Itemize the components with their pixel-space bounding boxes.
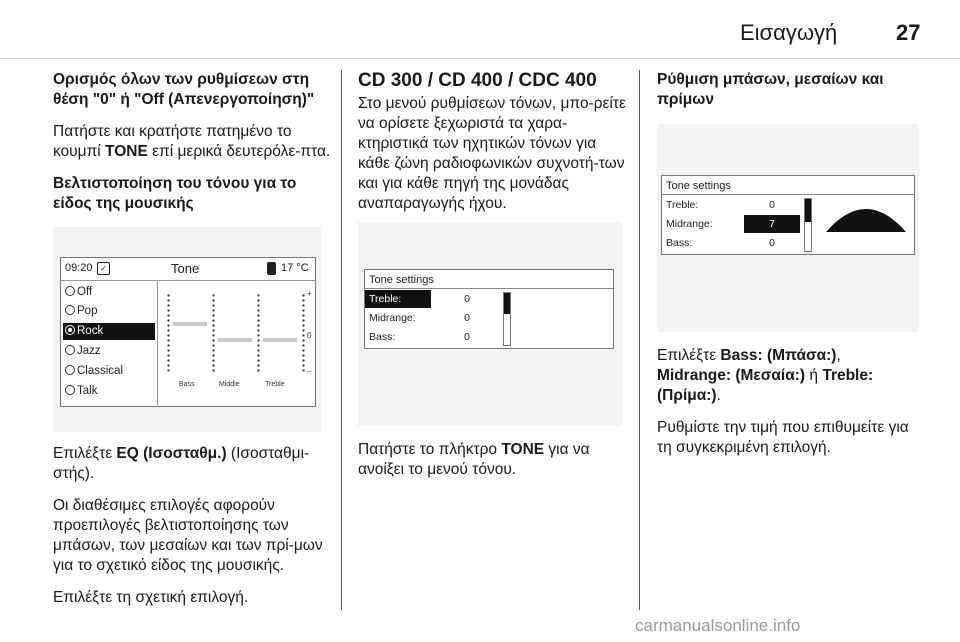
eq-scale-dots [302, 293, 305, 373]
preset-label: Classical [77, 365, 124, 377]
scale-mark-plus: + [307, 289, 312, 298]
text: Πατήστε το πλήκτρο [358, 441, 502, 458]
paragraph-select-eq [53, 444, 333, 484]
option-treble: Treble: (Πρίμα:) [657, 367, 874, 404]
page-header-title: Εισαγωγή [740, 20, 838, 45]
tone-settings-screen-a [364, 269, 614, 349]
paragraph-available-options: Οι διαθέσιμες επιλογές αφορούν προεπιλογές βελτιστοποίησης των μπάσων, των μεσαίων και των πρί-μων για το σχετικό είδος της μουσικής. [53, 497, 323, 574]
scale-mark-minus: – [307, 367, 312, 376]
page-number: 27 [896, 20, 921, 45]
setting-label: Treble: [666, 199, 699, 211]
column-divider-2 [639, 70, 640, 610]
eq-level-treble [263, 338, 297, 342]
setting-value: 0 [769, 237, 775, 249]
setting-label: Bass: [369, 331, 396, 343]
clock-check-icon: ✓ [97, 262, 110, 275]
eq-scale-dots [167, 293, 170, 373]
radio-icon [65, 385, 75, 395]
radio-icon [65, 365, 75, 375]
setting-label: Bass: [666, 237, 693, 249]
temperature: 17 °C [281, 262, 309, 274]
preset-label: Off [77, 286, 93, 298]
left-column [53, 70, 333, 226]
preset-jazz[interactable] [63, 343, 155, 360]
option-bass: Bass: (Μπάσα:) [720, 347, 837, 364]
preset-label: Pop [77, 305, 98, 317]
radio-selected-icon [65, 325, 75, 335]
text: Επιλέξτε [657, 347, 721, 364]
setting-row-bass[interactable] [662, 234, 792, 252]
menu-eq: EQ (Ισοσταθμ.) [116, 445, 227, 462]
level-fill [805, 199, 811, 222]
preset-classical[interactable] [63, 363, 155, 380]
middle-column [358, 70, 630, 226]
paragraph-select-option: Επιλέξτε τη σχετική επιλογή. [53, 589, 249, 606]
setting-value: 0 [769, 199, 775, 211]
heading-optimize-tone: Βελτιστοποίηση του τόνου για το είδος της μουσικής [53, 175, 297, 212]
radio-icon [65, 286, 75, 296]
watermark: carmanualsonline.info [635, 616, 801, 635]
setting-row-treble[interactable] [662, 196, 792, 214]
text: Επιλέξτε [53, 445, 117, 462]
text: ή [805, 367, 823, 384]
tone-settings-screen-b [661, 175, 915, 255]
setting-label: Midrange: [369, 312, 416, 324]
level-fill [504, 293, 510, 314]
eq-label-treble: Treble [265, 381, 285, 388]
text: επί μερικά δευτερόλε-πτα. [147, 143, 331, 160]
header-rule [0, 58, 960, 59]
setting-row-bass[interactable] [365, 328, 495, 346]
setting-value-treble [457, 290, 477, 308]
eq-label-middle: Middle [219, 381, 240, 388]
left-column-lower [53, 444, 333, 620]
tone-settings-title: Tone settings [369, 274, 434, 286]
preset-off[interactable] [63, 284, 155, 301]
setting-value: 0 [464, 312, 470, 324]
treble-level-bar [503, 292, 511, 346]
thermometer-icon [267, 262, 276, 275]
setting-value-midrange-selected[interactable] [744, 215, 800, 233]
text: . [716, 387, 721, 404]
setting-row-treble[interactable] [365, 290, 431, 308]
preset-label: Jazz [77, 345, 101, 357]
equalizer-display [159, 281, 315, 407]
heading-reset-settings: Ορισμός όλων των ρυθμίσεων στη θέση "0" ή "Off (Απενεργοποίηση)" [53, 71, 315, 108]
text: για να ανοίξει το μενού τόνου. [358, 441, 590, 478]
tone-settings-figure-a [358, 222, 622, 426]
setting-value: 0 [464, 331, 470, 343]
eq-level-bass [173, 322, 207, 326]
eq-scale-dots [212, 293, 215, 373]
tone-screen-title: Tone [171, 261, 200, 276]
paragraph-adjust-value: Ρυθμίστε την τιμή που επιθυμείτε για τη συγκεκριμένη επιλογή. [657, 419, 909, 456]
setting-value: 0 [464, 293, 470, 305]
middle-column-lower [358, 440, 630, 492]
setting-label: Midrange: [666, 218, 713, 230]
key-tone: TONE [105, 143, 148, 160]
preset-talk[interactable] [63, 383, 155, 400]
midrange-level-bar [804, 198, 812, 252]
eq-preset-list [61, 281, 158, 407]
paragraph-press-tone-key [358, 440, 630, 480]
preset-pop[interactable] [63, 303, 155, 320]
tone-screen-header [61, 258, 315, 281]
option-midrange: Midrange: (Μεσαία:) [657, 367, 806, 384]
radio-icon [65, 345, 75, 355]
paragraph-tone-menu: Στο μενού ρυθμίσεων τόνων, μπο-ρείτε να ορίσετε ξεχωριστά τα χαρα-κτηριστικά των ηχητικών τόνων για κάθε ζώνη ραδιοφωνικών συχνοτή-των και για κάθε πηγή της μονάδας αναπαραγωγής ήχου. [358, 95, 626, 212]
key-tone: TONE [501, 441, 545, 458]
setting-label: Treble: [369, 293, 402, 305]
preset-label: Talk [77, 385, 98, 397]
frequency-curve [822, 192, 910, 232]
eq-scale-dots [257, 293, 260, 373]
column-divider-1 [341, 70, 342, 610]
eq-level-middle [218, 338, 252, 342]
frequency-curve-shape [826, 209, 906, 232]
scale-mark-zero: 0 [307, 331, 312, 340]
tone-settings-title: Tone settings [666, 180, 731, 192]
divider [365, 288, 613, 289]
setting-row-midrange[interactable] [662, 215, 744, 233]
heading-cd-models: CD 300 / CD 400 / CDC 400 [358, 70, 597, 91]
clock-time: 09:20 [65, 262, 93, 274]
radio-icon [65, 305, 75, 315]
paragraph-select-setting [657, 346, 919, 406]
text: Πατήστε και κρατήστε πατημένο το κουμπί [53, 123, 292, 160]
right-column-lower [657, 346, 919, 470]
setting-value: 7 [769, 218, 775, 230]
tone-screen-figure [53, 227, 321, 432]
text: , [836, 347, 841, 364]
tone-settings-figure-b [657, 124, 919, 332]
text: (Ισοσταθμι-στής). [53, 445, 310, 482]
tone-screen [60, 257, 316, 407]
paragraph-press-tone [53, 122, 333, 162]
right-column [657, 70, 919, 122]
eq-label-bass: Bass [179, 381, 195, 388]
preset-label: Rock [77, 325, 104, 337]
heading-adjust-bass-mid-treble: Ρύθμιση μπάσων, μεσαίων και πρίμων [657, 71, 884, 108]
preset-rock[interactable] [63, 323, 155, 340]
setting-row-midrange[interactable] [365, 309, 495, 327]
